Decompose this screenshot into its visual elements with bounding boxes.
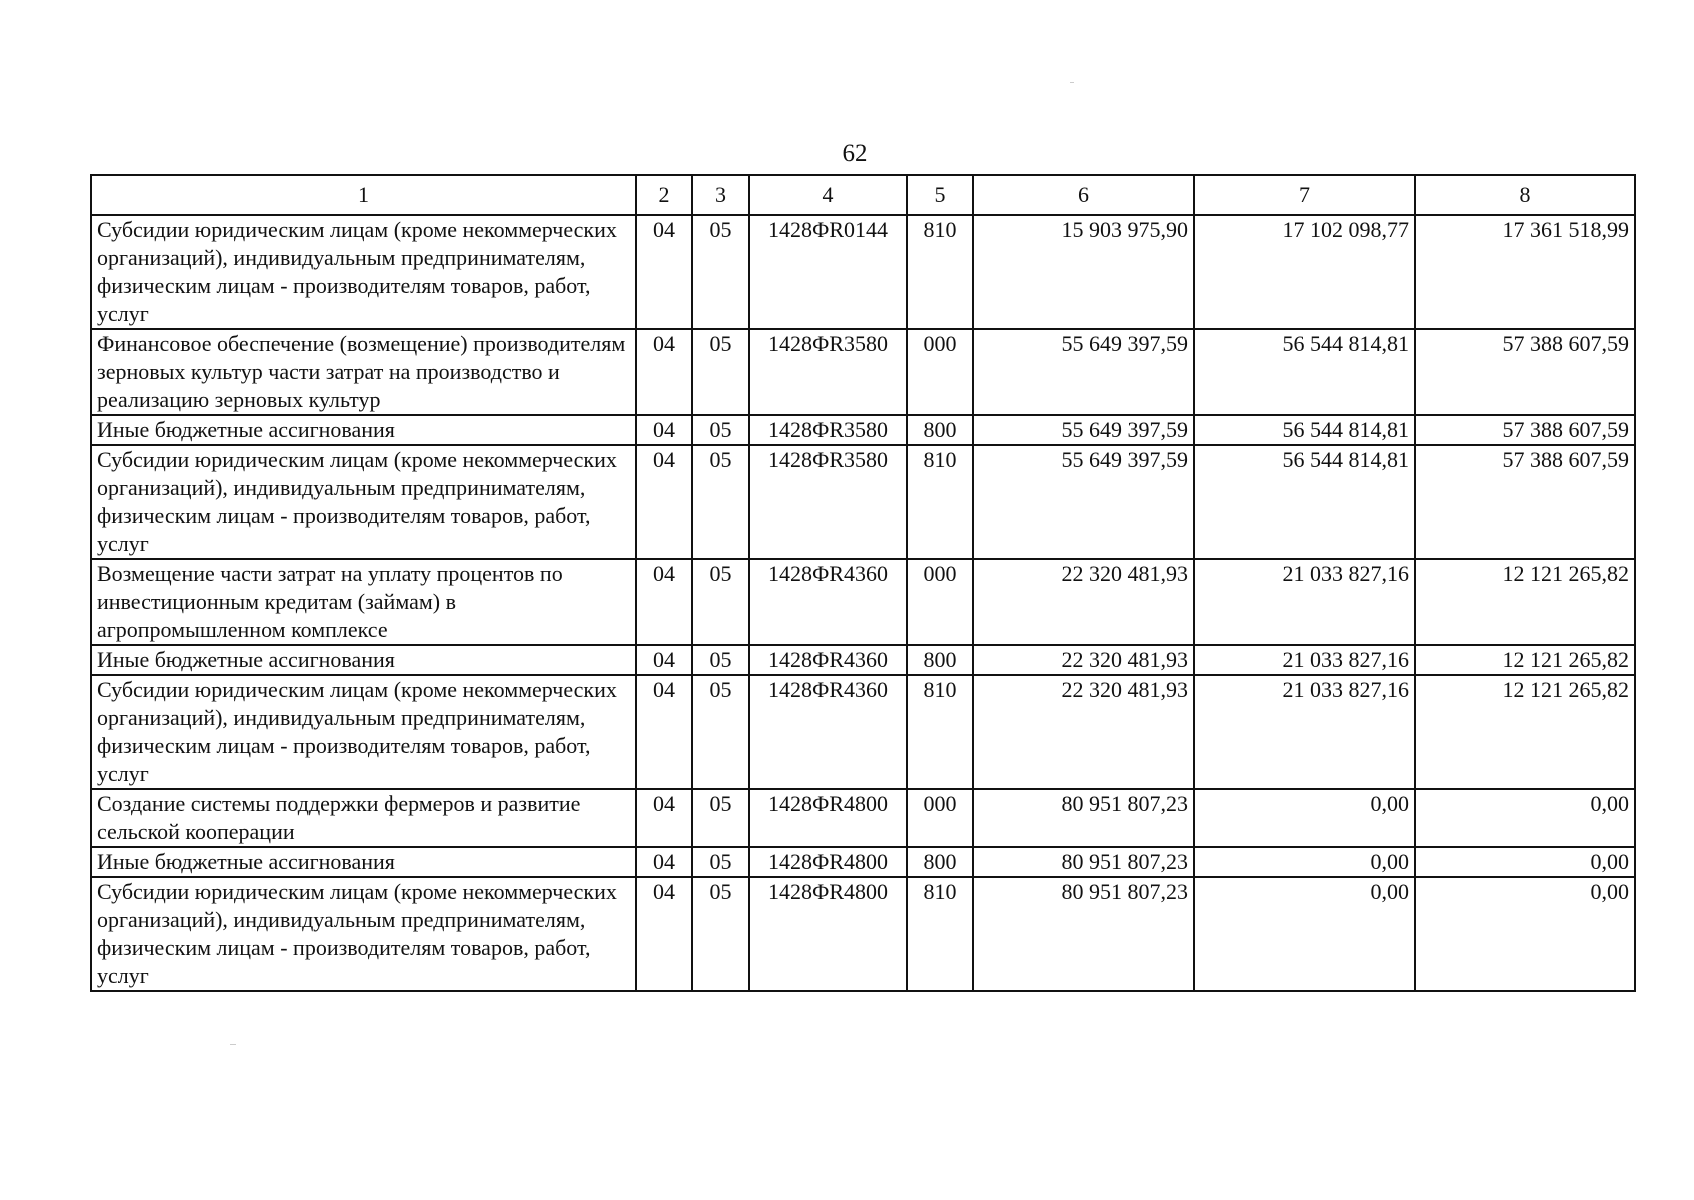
row-amount-col6: 55 649 397,59 (973, 415, 1194, 445)
table-row (91, 215, 1635, 329)
table-row (91, 645, 1635, 675)
header-col-6: 6 (973, 175, 1194, 215)
row-subsection: 05 (692, 329, 749, 415)
row-amount-col6: 80 951 807,23 (973, 847, 1194, 877)
header-col-2: 2 (636, 175, 692, 215)
row-section: 04 (636, 789, 692, 847)
header-col-4: 4 (749, 175, 907, 215)
header-col-8: 8 (1415, 175, 1635, 215)
row-target-code: 1428ФR3580 (749, 445, 907, 559)
row-amount-col7: 0,00 (1194, 789, 1415, 847)
row-expense-type: 800 (907, 415, 973, 445)
row-expense-type: 000 (907, 789, 973, 847)
table-row (91, 329, 1635, 415)
row-target-code: 1428ФR4800 (749, 877, 907, 991)
row-expense-type: 810 (907, 675, 973, 789)
row-subsection: 05 (692, 559, 749, 645)
scan-mark-bottom (230, 1044, 236, 1045)
row-section: 04 (636, 847, 692, 877)
row-section: 04 (636, 645, 692, 675)
row-target-code: 1428ФR4360 (749, 675, 907, 789)
row-name: Иные бюджетные ассигнования (91, 415, 636, 445)
row-amount-col8: 17 361 518,99 (1415, 215, 1635, 329)
row-section: 04 (636, 329, 692, 415)
row-subsection: 05 (692, 445, 749, 559)
row-target-code: 1428ФR4800 (749, 789, 907, 847)
row-name: Возмещение части затрат на уплату процентов по инвестиционным кредитам (займам) в агропромышленном комплексе (91, 559, 636, 645)
header-col-7: 7 (1194, 175, 1415, 215)
row-name: Субсидии юридическим лицам (кроме некоммерческих организаций), индивидуальным предпринимателям, физическим лицам - производителям товаров, работ, услуг (91, 877, 636, 991)
table-row (91, 877, 1635, 991)
header-row (91, 175, 1635, 215)
row-amount-col7: 21 033 827,16 (1194, 675, 1415, 789)
row-amount-col8: 12 121 265,82 (1415, 559, 1635, 645)
row-section: 04 (636, 877, 692, 991)
row-expense-type: 000 (907, 329, 973, 415)
row-expense-type: 800 (907, 645, 973, 675)
row-expense-type: 810 (907, 445, 973, 559)
table-row (91, 445, 1635, 559)
row-subsection: 05 (692, 415, 749, 445)
row-amount-col6: 55 649 397,59 (973, 445, 1194, 559)
row-subsection: 05 (692, 877, 749, 991)
row-subsection: 05 (692, 675, 749, 789)
row-amount-col8: 57 388 607,59 (1415, 329, 1635, 415)
row-name: Иные бюджетные ассигнования (91, 847, 636, 877)
row-amount-col8: 0,00 (1415, 789, 1635, 847)
row-amount-col6: 80 951 807,23 (973, 877, 1194, 991)
scan-mark-top (1070, 82, 1074, 83)
row-section: 04 (636, 215, 692, 329)
row-subsection: 05 (692, 645, 749, 675)
page-number: 62 (842, 140, 868, 167)
row-subsection: 05 (692, 789, 749, 847)
table-row (91, 415, 1635, 445)
row-expense-type: 000 (907, 559, 973, 645)
row-amount-col6: 80 951 807,23 (973, 789, 1194, 847)
budget-table (90, 174, 1636, 992)
row-target-code: 1428ФR0144 (749, 215, 907, 329)
row-amount-col7: 0,00 (1194, 847, 1415, 877)
table-row (91, 675, 1635, 789)
row-expense-type: 810 (907, 215, 973, 329)
row-target-code: 1428ФR4800 (749, 847, 907, 877)
row-name: Иные бюджетные ассигнования (91, 645, 636, 675)
row-amount-col7: 56 544 814,81 (1194, 329, 1415, 415)
row-name: Создание системы поддержки фермеров и развитие сельской кооперации (91, 789, 636, 847)
header-col-1: 1 (91, 175, 636, 215)
table-row (91, 559, 1635, 645)
row-amount-col6: 55 649 397,59 (973, 329, 1194, 415)
row-subsection: 05 (692, 215, 749, 329)
row-name: Субсидии юридическим лицам (кроме некоммерческих организаций), индивидуальным предпринимателям, физическим лицам - производителям товаров, работ, услуг (91, 675, 636, 789)
row-amount-col6: 22 320 481,93 (973, 675, 1194, 789)
row-expense-type: 800 (907, 847, 973, 877)
row-amount-col8: 57 388 607,59 (1415, 415, 1635, 445)
row-amount-col8: 0,00 (1415, 877, 1635, 991)
header-col-3: 3 (692, 175, 749, 215)
row-amount-col7: 21 033 827,16 (1194, 645, 1415, 675)
row-amount-col6: 15 903 975,90 (973, 215, 1194, 329)
row-section: 04 (636, 559, 692, 645)
row-section: 04 (636, 415, 692, 445)
row-name: Субсидии юридическим лицам (кроме некоммерческих организаций), индивидуальным предпринимателям, физическим лицам - производителям товаров, работ, услуг (91, 445, 636, 559)
row-amount-col7: 56 544 814,81 (1194, 415, 1415, 445)
row-amount-col8: 0,00 (1415, 847, 1635, 877)
row-target-code: 1428ФR3580 (749, 329, 907, 415)
row-amount-col6: 22 320 481,93 (973, 559, 1194, 645)
table-row (91, 789, 1635, 847)
row-expense-type: 810 (907, 877, 973, 991)
row-target-code: 1428ФR3580 (749, 415, 907, 445)
row-amount-col8: 12 121 265,82 (1415, 645, 1635, 675)
header-col-5: 5 (907, 175, 973, 215)
row-amount-col8: 57 388 607,59 (1415, 445, 1635, 559)
row-amount-col7: 21 033 827,16 (1194, 559, 1415, 645)
row-amount-col8: 12 121 265,82 (1415, 675, 1635, 789)
row-amount-col7: 17 102 098,77 (1194, 215, 1415, 329)
row-amount-col6: 22 320 481,93 (973, 645, 1194, 675)
row-section: 04 (636, 445, 692, 559)
row-amount-col7: 0,00 (1194, 877, 1415, 991)
table-row (91, 847, 1635, 877)
row-target-code: 1428ФR4360 (749, 559, 907, 645)
row-subsection: 05 (692, 847, 749, 877)
row-section: 04 (636, 675, 692, 789)
row-name: Субсидии юридическим лицам (кроме некоммерческих организаций), индивидуальным предпринимателям, физическим лицам - производителям товаров, работ, услуг (91, 215, 636, 329)
row-name: Финансовое обеспечение (возмещение) производителям зерновых культур части затрат на производство и реализацию зерновых культур (91, 329, 636, 415)
row-target-code: 1428ФR4360 (749, 645, 907, 675)
row-amount-col7: 56 544 814,81 (1194, 445, 1415, 559)
